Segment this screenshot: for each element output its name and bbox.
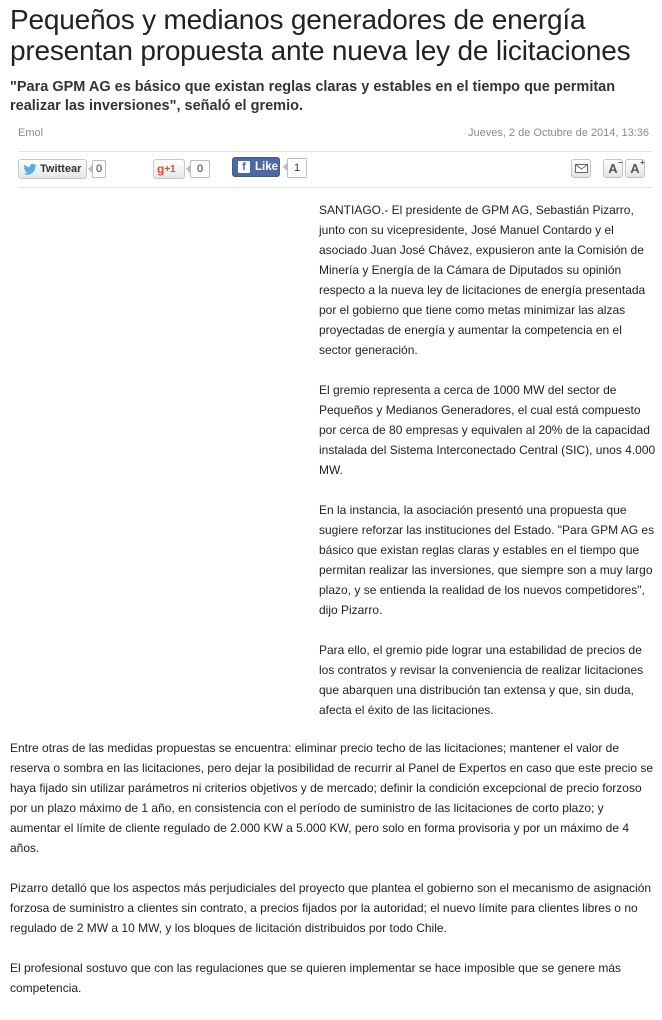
font-decrease-letter: A xyxy=(608,161,618,176)
body-paragraph: Para ello, el gremio pide lograr una estabilidad de precios de los contratos y revisar la conveniencia de realizar licitaciones que abarquen una distribución tan extensa y que, sin duda, afecta el éxito de las licitaciones. xyxy=(319,643,644,717)
font-increase-letter: A xyxy=(630,161,640,176)
facebook-like-button[interactable] xyxy=(232,157,280,177)
article-date: Jueves, 2 de Octubre de 2014, 13:36 xyxy=(467,127,649,139)
body-paragraph: SANTIAGO.- El presidente de GPM AG, Sebastián Pizarro, junto con su vicepresidente, José Manuel Contardo y el asociado Juan José Chávez, expusieron ante la Comisión de Minería y Energía de la Cámara de Diputados su opinión respecto a la nueva ley de licitaciones de energía presentada por el gobierno que tiene como metas minimizar las alzas proyectadas de energía y aumentar la competencia en el sector generación. xyxy=(319,203,646,357)
gplus-share-button[interactable] xyxy=(153,159,185,179)
body-paragraph: En la instancia, la asociación presentó una propuesta que sugiere reforzar las instituciones del Estado. "Para GPM AG es básico que existan reglas claras y estables en el tiempo que permitan realizar las inversiones, que siempre son a muy largo plazo, y se entienda la realidad de los nuevos competidores", dijo Pizarro. xyxy=(319,503,655,617)
envelope-icon xyxy=(575,164,588,173)
email-article-button[interactable] xyxy=(571,159,591,178)
twitter-share-button[interactable] xyxy=(18,159,87,179)
font-decrease-icon xyxy=(608,158,623,176)
twitter-bird-icon xyxy=(23,164,37,175)
article-subheadline: "Para GPM AG es básico que existan reglas claras y estables en el tiempo que permitan realizar las inversiones", señaló el gremio. xyxy=(10,79,616,114)
share-bar xyxy=(0,150,662,188)
article-body-column xyxy=(319,200,657,740)
body-paragraph: El gremio representa a cerca de 1000 MW del sector de Pequeños y Medianos Generadores, el cual está compuesto por cerca de 80 empresas y equivalen al 20% de la capacidad instalada del Sistema Interconectado Central (SIC), unos 4.000 MW. xyxy=(319,383,656,477)
font-increase-sign: + xyxy=(640,158,645,167)
facebook-like-label: Like xyxy=(255,161,279,173)
font-decrease-sign: − xyxy=(618,158,623,167)
decrease-font-button[interactable] xyxy=(603,159,623,178)
twitter-share-label: Twittear xyxy=(40,163,82,175)
font-increase-icon xyxy=(630,158,645,176)
body-paragraph: Entre otras de las medidas propuestas se encuentra: eliminar precio techo de las licitaciones; mantener el valor de reserva o sombra en las licitaciones, pero dejar la posibilidad de recurrir al Panel de Expertos en caso que este precio se haya fijado sin utilizar parámetros ni criterios objetivos y de mercado; definir la condición excepcional de precio forzoso por un plazo máximo de 1 año, en consistencia con el período de suministro de las licitaciones de corto plazo; y aumentar el límite de cliente regulado de 2.000 KW a 5.000 KW, pero solo en forma provisoria y por un máximo de 4 años. xyxy=(10,741,654,855)
article-body-full xyxy=(10,738,656,1018)
twitter-share-count: 0 xyxy=(92,160,106,178)
increase-font-button[interactable] xyxy=(625,159,645,178)
divider-share xyxy=(18,187,652,188)
article-headline: Pequeños y medianos generadores de energía presentan propuesta ante nueva ley de licitaciones xyxy=(10,4,631,66)
gplus-plus-one-label: +1 xyxy=(164,163,176,175)
gplus-g-icon: g xyxy=(157,162,165,176)
article-source: Emol xyxy=(18,127,44,139)
article-meta xyxy=(18,127,652,143)
body-paragraph: Pizarro detalló que los aspectos más perjudiciales del proyecto que plantea el gobierno son el mecanismo de asignación forzosa de suministro a clientes sin contrato, a precios fijados por la autoridad; el nuevo límite para clientes libres o no regulado de 2 MW a 10 MW, y los bloques de licitación distribuidos por todo Chile. xyxy=(10,881,652,935)
body-paragraph: El profesional sostuvo que con las regulaciones que se quieren implementar se hace imposible que se genere más competencia. xyxy=(10,961,622,995)
facebook-f-icon: f xyxy=(238,161,250,173)
gplus-share-count: 0 xyxy=(190,160,210,178)
facebook-like-count: 1 xyxy=(287,158,307,178)
